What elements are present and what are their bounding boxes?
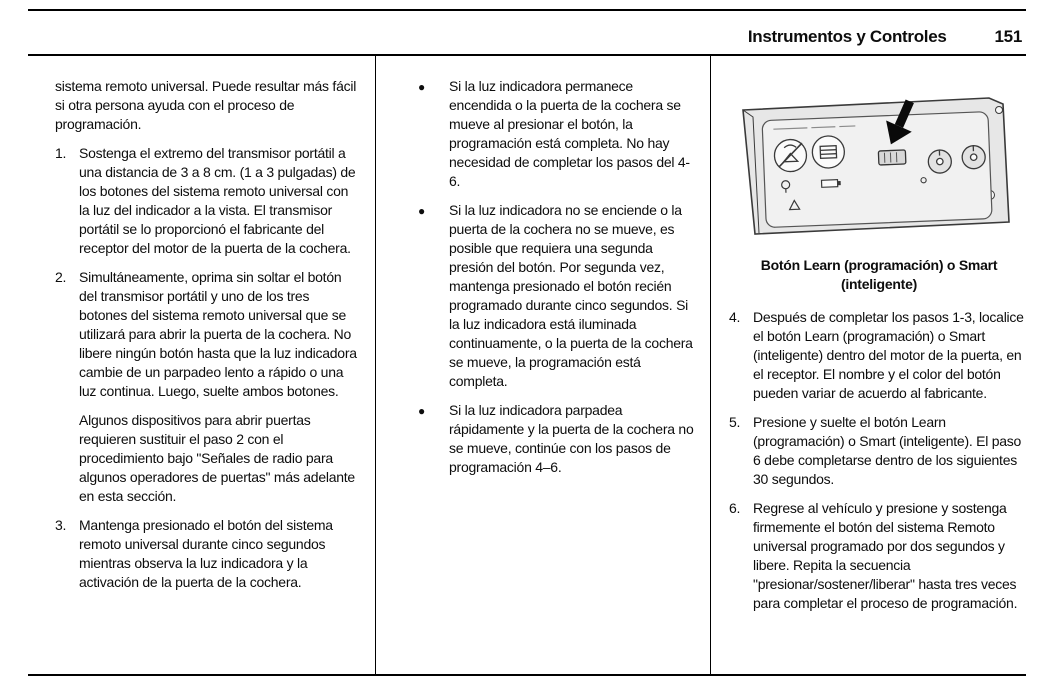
learn-smart-button [878, 150, 906, 165]
list-item-text: Sostenga el extremo del transmisor portátil a una distancia de 3 a 8 cm. (1 a 3 pulgadas) de los botones del sistema remoto universal con la luz del indicador a la vista. El transmisor portátil se lo proporcionó el fabricante del receptor del motor de la puerta de la cochera. [79, 145, 356, 256]
mounting-screw-icon [996, 107, 1003, 114]
list-item [55, 144, 357, 258]
list-note-text: Algunos dispositivos para abrir puertas requieren sustituir el paso 2 con el procedimiento bajo "Señales de radio para algunos operadores de puertas" más adelante en esta sección. [79, 412, 355, 504]
figure-caption: Botón Learn (programación) o Smart (inteligente) [760, 257, 998, 292]
list-item-number: 1. [55, 145, 67, 161]
list-item-number: 4. [729, 309, 741, 325]
bullet-item-text: Si la luz indicadora parpadea rápidamente y la puerta de la cochera no se mueve, continúe con los pasos de programación 4–6. [449, 402, 694, 475]
bullet-item [418, 201, 696, 391]
page-bottom-rule [28, 674, 1026, 676]
list-item-text: Después de completar los pasos 1-3, localice el botón Learn (programación) o Smart (inteligente) dentro del motor de la puerta, en el receptor. El nombre y el color del botón pueden variar de acuerdo al fabricante. [753, 309, 1024, 401]
list-item [729, 413, 1029, 489]
garage-door-indicator-icon [812, 135, 845, 168]
content-columns [0, 56, 1054, 674]
garage-signal-indicator-icon [774, 139, 807, 172]
list-item [55, 516, 357, 592]
section-title: Instrumentos y Controles [747, 27, 947, 46]
column-right [711, 56, 1053, 674]
list-item-text: Simultáneamente, oprima sin soltar el botón del transmisor portátil y uno de los tres botones del sistema remoto universal que se utilizará para abrir la puerta de la cochera. No libere ningún botón hasta que la luz indicadora cambie de un parpadeo lento a rápido o una luz continua. Luego, suelte ambos botones. [79, 269, 357, 399]
page-header [748, 27, 1022, 47]
garage-opener-figure [729, 94, 1029, 240]
bullet-icon: ● [418, 204, 425, 218]
list-item-number: 2. [55, 269, 67, 285]
bullet-item [418, 401, 696, 477]
list-item-number: 6. [729, 500, 741, 516]
column-left [0, 56, 375, 674]
page-top-rule [28, 9, 1026, 11]
bullet-icon: ● [418, 80, 425, 94]
list-item-number [55, 411, 79, 506]
bullet-item-text: Si la luz indicadora permanece encendida o la puerta de la cochera se mueve al presionar el botón, la programación está completa. No hay necesidad de completar los pasos del 4-6. [449, 78, 690, 189]
list-item-number: 5. [729, 414, 741, 430]
list-item-number: 3. [55, 517, 67, 533]
adjustment-knob-icon [928, 150, 952, 174]
bullet-item [418, 77, 696, 191]
list-item [55, 268, 357, 401]
garage-opener-figure-drawing [729, 94, 1029, 240]
bullet-item-text: Si la luz indicadora no se enciende o la puerta de la cochera no se mueve, es posible que requiera una segunda presión del botón. Por segunda vez, mantenga presionado el botón recién programado durante cinco segundos. Si la luz indicadora está iluminada continuamente, o la puerta de la cochera se mueve, la programación está completa. [449, 202, 693, 389]
bullet-icon: ● [418, 404, 425, 418]
list-item-text: Mantenga presionado el botón del sistema remoto universal durante cinco segundos mientras observa la luz indicadora y la activación de la puerta de la cochera. [79, 517, 333, 590]
page-number: 151 [994, 27, 1022, 46]
intro-paragraph: sistema remoto universal. Puede resultar más fácil si otra persona ayuda con el proceso de programación. [55, 78, 357, 132]
adjustment-knob-icon [962, 145, 986, 169]
list-item-text: Regrese al vehículo y presione y sostenga firmemente el botón del sistema Remoto universal programado por dos segundos y libere. Repita la secuencia "presionar/sostener/liberar" hasta tres veces para completar el proceso de programación. [753, 500, 1018, 611]
list-note [55, 411, 357, 506]
list-item-text: Presione y suelte el botón Learn (programación) o Smart (inteligente). El paso 6 debe completarse dentro de los siguientes 30 segundos. [753, 414, 1022, 487]
list-item [729, 499, 1029, 613]
column-middle [376, 56, 710, 674]
list-item [729, 308, 1029, 403]
battery-icon [821, 180, 840, 188]
